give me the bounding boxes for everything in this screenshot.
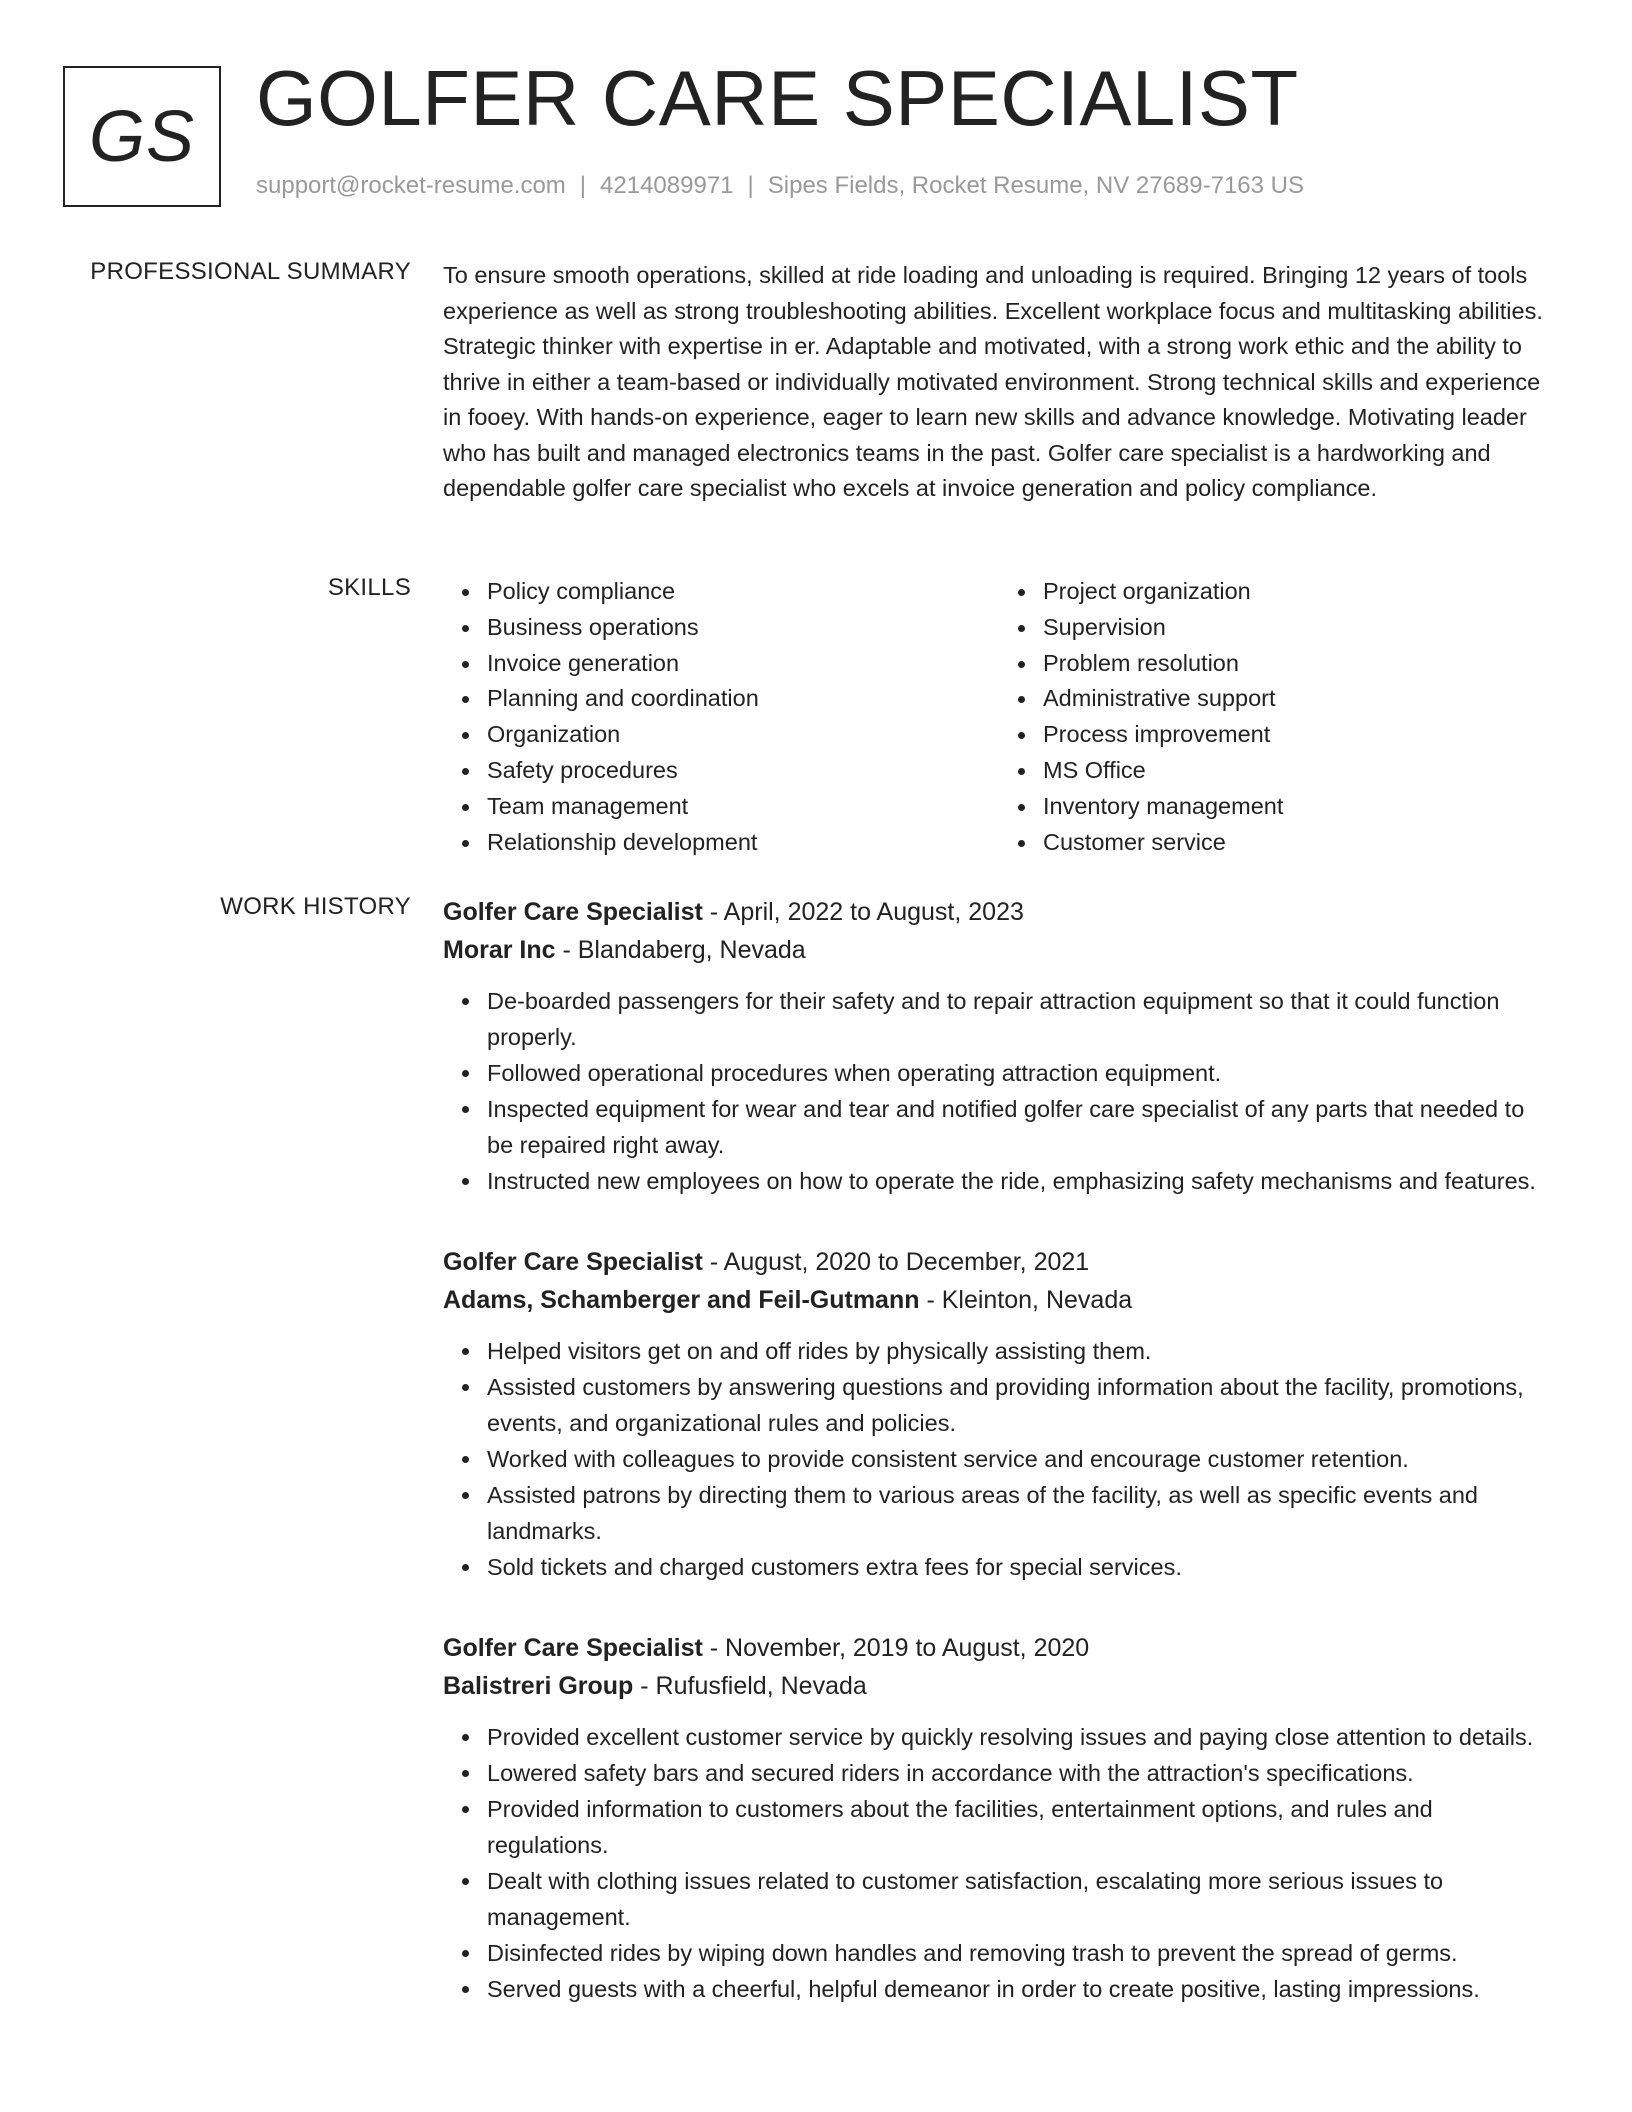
skill-item: Policy compliance	[487, 574, 999, 610]
contact-separator: |	[747, 172, 754, 199]
job-bullet: Helped visitors get on and off rides by physically assisting them.	[487, 1333, 1555, 1369]
job-bullet: Disinfected rides by wiping down handles and removing trash to prevent the spread of germs.	[487, 1935, 1555, 1971]
job-title: Golfer Care Specialist	[443, 1248, 703, 1276]
job-dates: - April, 2022 to August, 2023	[702, 898, 1024, 926]
job-bullets	[443, 983, 1555, 1199]
skill-item: Project organization	[1043, 574, 1555, 610]
job-entry	[443, 1243, 1555, 1585]
work-history-body	[443, 893, 1555, 2007]
job-bullet: Inspected equipment for wear and tear and notified golfer care specialist of any parts that needed to be repaired right away.	[487, 1091, 1555, 1163]
skill-item: Administrative support	[1043, 681, 1555, 717]
job-bullet: De-boarded passengers for their safety and to repair attraction equipment so that it could function properly.	[487, 983, 1555, 1055]
skill-item: Planning and coordination	[487, 681, 999, 717]
job-company-line	[443, 931, 1555, 969]
job-location: - Kleinton, Nevada	[919, 1286, 1133, 1314]
job-title-line	[443, 893, 1555, 931]
skill-item: Relationship development	[487, 825, 999, 861]
job-bullet: Worked with colleagues to provide consistent service and encourage customer retention.	[487, 1441, 1555, 1477]
skills-list-left	[443, 574, 999, 860]
skills-heading: SKILLS	[327, 574, 411, 601]
monogram-initials: GS	[88, 96, 196, 177]
job-location: - Rufusfield, Nevada	[633, 1672, 867, 1700]
job-bullet: Instructed new employees on how to operate the ride, emphasizing safety mechanisms and features.	[487, 1163, 1555, 1199]
job-bullet: Followed operational procedures when operating attraction equipment.	[487, 1055, 1555, 1091]
skill-item: Process improvement	[1043, 717, 1555, 753]
summary-heading: PROFESSIONAL SUMMARY	[90, 258, 411, 285]
job-dates: - August, 2020 to December, 2021	[702, 1248, 1090, 1276]
work-history-heading: WORK HISTORY	[220, 893, 411, 920]
job-entry	[443, 1629, 1555, 2007]
job-company: Adams, Schamberger and Feil-Gutmann	[443, 1286, 920, 1314]
job-dates: - November, 2019 to August, 2020	[702, 1634, 1090, 1662]
skill-item: Inventory management	[1043, 789, 1555, 825]
job-title-line	[443, 1629, 1555, 1667]
job-company-line	[443, 1281, 1555, 1319]
skill-item: Supervision	[1043, 610, 1555, 646]
job-title-line	[443, 1243, 1555, 1281]
contact-address: Sipes Fields, Rocket Resume, NV 27689-7163 US	[767, 172, 1305, 199]
skills-body	[443, 574, 1555, 860]
skill-item: MS Office	[1043, 753, 1555, 789]
job-company-line	[443, 1667, 1555, 1705]
job-bullet: Assisted patrons by directing them to various areas of the facility, as well as specific events and landmarks.	[487, 1477, 1555, 1549]
job-title: Golfer Care Specialist	[443, 898, 703, 926]
contact-email: support@rocket-resume.com	[256, 172, 566, 199]
job-bullet: Served guests with a cheerful, helpful demeanor in order to create positive, lasting impressions.	[487, 1971, 1555, 2007]
job-bullet: Sold tickets and charged customers extra fees for special services.	[487, 1549, 1555, 1585]
skill-item: Team management	[487, 789, 999, 825]
skills-list-right	[999, 574, 1555, 860]
skill-item: Problem resolution	[1043, 646, 1555, 682]
skill-item: Organization	[487, 717, 999, 753]
monogram-box	[63, 66, 221, 207]
job-bullet: Dealt with clothing issues related to customer satisfaction, escalating more serious issues to management.	[487, 1863, 1555, 1935]
skill-item: Business operations	[487, 610, 999, 646]
candidate-title: GOLFER CARE SPECIALIST	[256, 54, 1299, 142]
contact-line	[256, 172, 1304, 200]
job-company: Balistreri Group	[443, 1672, 634, 1700]
summary-body	[443, 258, 1555, 507]
job-bullet: Lowered safety bars and secured riders in accordance with the attraction's specifications.	[487, 1755, 1555, 1791]
skills-columns	[443, 574, 1555, 860]
job-bullets	[443, 1719, 1555, 2007]
contact-separator: |	[579, 172, 587, 199]
job-entry	[443, 893, 1555, 1199]
skill-item: Safety procedures	[487, 753, 999, 789]
job-bullets	[443, 1333, 1555, 1585]
job-company: Morar Inc	[443, 936, 556, 964]
job-location: - Blandaberg, Nevada	[555, 936, 806, 964]
skill-item: Customer service	[1043, 825, 1555, 861]
contact-phone: 4214089971	[600, 172, 734, 199]
job-bullet: Provided excellent customer service by quickly resolving issues and paying close attention to details.	[487, 1719, 1555, 1755]
job-title: Golfer Care Specialist	[443, 1634, 703, 1662]
job-bullet: Provided information to customers about the facilities, entertainment options, and rules and regulations.	[487, 1791, 1555, 1863]
job-bullet: Assisted customers by answering questions and providing information about the facility, promotions, events, and organizational rules and policies.	[487, 1369, 1555, 1441]
skill-item: Invoice generation	[487, 646, 999, 682]
summary-text: To ensure smooth operations, skilled at ride loading and unloading is required. Bringing 12 years of tools experience as well as strong troubleshooting abilities. Excellent workplace focus and multitasking abilities. Strategic thinker with expertise in er. Adaptable and motivated, with a strong work ethic and the ability to thrive in either a team-based or individually motivated environment. Strong technical skills and experience in fooey. With hands-on experience, eager to learn new skills and advance knowledge. Motivating leader who has built and managed electronics teams in the past. Golfer care specialist is a hardworking and dependable golfer care specialist who excels at invoice generation and policy compliance.	[443, 262, 1543, 501]
